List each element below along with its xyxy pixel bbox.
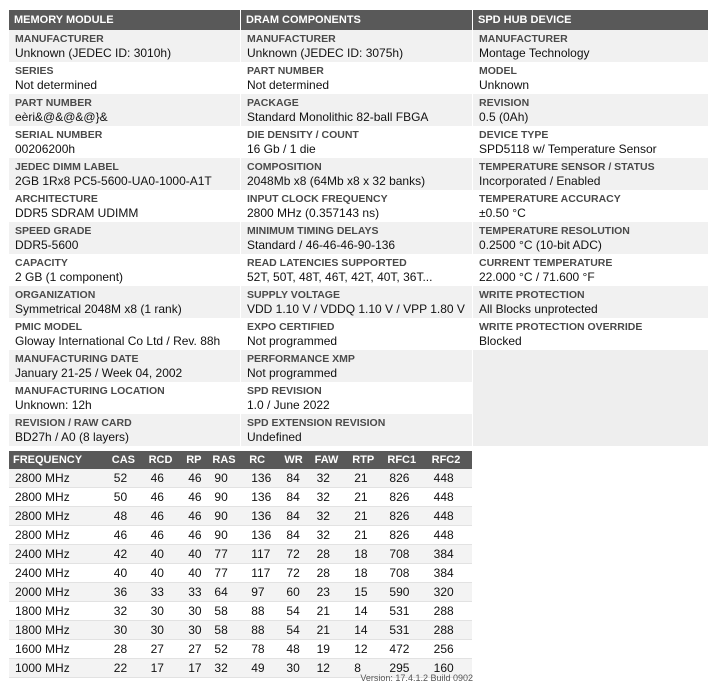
field-value: Not determined — [15, 78, 98, 92]
table-cell: 88 — [245, 621, 280, 640]
table-cell: 136 — [245, 526, 280, 545]
field-label: MANUFACTURING DATE — [15, 353, 139, 365]
table-cell: 32 — [311, 526, 349, 545]
field-value: 0.5 (0Ah) — [479, 110, 529, 124]
table-cell: 33 — [182, 583, 208, 602]
table-cell: 21 — [311, 602, 349, 621]
field-value: Montage Technology — [479, 46, 590, 60]
field-value: DDR5-5600 — [15, 238, 79, 252]
table-cell: 50 — [108, 488, 145, 507]
field-label: PART NUMBER — [247, 65, 324, 77]
table-cell: 30 — [145, 621, 183, 640]
timing-column-header: RP — [182, 451, 208, 469]
field-label: PMIC MODEL — [15, 321, 83, 333]
info-field — [241, 190, 472, 222]
field-value: 2 GB (1 component) — [15, 270, 124, 284]
timing-column-header: RCD — [145, 451, 183, 469]
table-cell: 46 — [145, 507, 183, 526]
field-value: 0.2500 °C (10-bit ADC) — [479, 238, 602, 252]
table-cell: 12 — [348, 640, 383, 659]
table-cell: 708 — [383, 564, 427, 583]
table-cell: 384 — [428, 545, 472, 564]
field-label: DIE DENSITY / COUNT — [247, 129, 359, 141]
table-cell: 33 — [145, 583, 183, 602]
table-cell: 52 — [108, 469, 145, 488]
spd-hub-device-column — [473, 10, 708, 446]
field-value: Not programmed — [247, 334, 338, 348]
table-cell: 448 — [428, 488, 472, 507]
table-cell: 84 — [280, 507, 310, 526]
table-cell: 2800 MHz — [9, 507, 108, 526]
table-cell: 42 — [108, 545, 145, 564]
table-cell: 48 — [108, 507, 145, 526]
info-field — [9, 94, 240, 126]
info-field — [9, 126, 240, 158]
field-label: PART NUMBER — [15, 97, 92, 109]
table-cell: 21 — [348, 526, 383, 545]
info-field — [241, 30, 472, 62]
table-row — [9, 564, 472, 583]
field-label: CURRENT TEMPERATURE — [479, 257, 613, 269]
table-cell: 2000 MHz — [9, 583, 108, 602]
field-value: eèri&@&@&@}& — [15, 110, 108, 124]
timing-column-header: RFC1 — [383, 451, 427, 469]
table-cell: 27 — [145, 640, 183, 659]
field-label: ORGANIZATION — [15, 289, 96, 301]
field-value: DDR5 SDRAM UDIMM — [15, 206, 139, 220]
table-cell: 23 — [311, 583, 349, 602]
table-cell: 1800 MHz — [9, 621, 108, 640]
field-value: 1.0 / June 2022 — [247, 398, 330, 412]
memory-module-column — [9, 10, 240, 446]
table-cell: 64 — [208, 583, 245, 602]
table-cell: 2400 MHz — [9, 564, 108, 583]
info-field — [473, 190, 708, 222]
table-cell: 30 — [108, 621, 145, 640]
table-cell: 288 — [428, 621, 472, 640]
table-cell: 295 — [383, 659, 427, 678]
table-cell: 256 — [428, 640, 472, 659]
table-cell: 17 — [182, 659, 208, 678]
field-label: MANUFACTURER — [247, 33, 336, 45]
table-cell: 826 — [383, 526, 427, 545]
table-cell: 40 — [145, 545, 183, 564]
info-field — [473, 318, 708, 350]
table-row — [9, 621, 472, 640]
field-value: Incorporated / Enabled — [479, 174, 601, 188]
dram-components-column — [241, 10, 472, 446]
table-cell: 17 — [145, 659, 183, 678]
table-cell: 708 — [383, 545, 427, 564]
field-label: READ LATENCIES SUPPORTED — [247, 257, 407, 269]
table-cell: 1000 MHz — [9, 659, 108, 678]
timing-column-header: RC — [245, 451, 280, 469]
table-cell: 32 — [311, 507, 349, 526]
info-field — [241, 254, 472, 286]
table-cell: 2800 MHz — [9, 469, 108, 488]
field-label: REVISION / RAW CARD — [15, 417, 132, 429]
field-label: CAPACITY — [15, 257, 68, 269]
field-value: Not programmed — [247, 366, 338, 380]
table-cell: 14 — [348, 602, 383, 621]
table-cell: 28 — [311, 564, 349, 583]
table-cell: 97 — [245, 583, 280, 602]
table-cell: 590 — [383, 583, 427, 602]
field-value: Gloway International Co Ltd / Rev. 88h — [15, 334, 221, 348]
field-value: Unknown: 12h — [15, 398, 92, 412]
table-cell: 21 — [348, 507, 383, 526]
table-cell: 30 — [145, 602, 183, 621]
table-cell: 88 — [245, 602, 280, 621]
table-cell: 84 — [280, 488, 310, 507]
field-label: WRITE PROTECTION OVERRIDE — [479, 321, 643, 333]
table-cell: 826 — [383, 488, 427, 507]
table-cell: 136 — [245, 488, 280, 507]
field-value: 2GB 1Rx8 PC5-5600-UA0-1000-A1T — [15, 174, 212, 188]
info-field — [9, 318, 240, 350]
table-cell: 58 — [208, 621, 245, 640]
info-field — [241, 126, 472, 158]
table-cell: 40 — [182, 545, 208, 564]
field-label: SPEED GRADE — [15, 225, 92, 237]
info-field — [473, 254, 708, 286]
field-label: TEMPERATURE RESOLUTION — [479, 225, 630, 237]
info-field — [9, 286, 240, 318]
table-cell: 1800 MHz — [9, 602, 108, 621]
field-value: 22.000 °C / 71.600 °F — [479, 270, 595, 284]
table-cell: 46 — [108, 526, 145, 545]
table-cell: 78 — [245, 640, 280, 659]
timing-column-header: RFC2 — [428, 451, 472, 469]
info-field — [473, 158, 708, 190]
field-value: 00206200h — [15, 142, 76, 156]
info-field — [241, 158, 472, 190]
field-label: SPD EXTENSION REVISION — [247, 417, 386, 429]
table-cell: 117 — [245, 564, 280, 583]
table-row — [9, 469, 472, 488]
field-value: Standard Monolithic 82-ball FBGA — [247, 110, 429, 124]
field-label: SERIES — [15, 65, 54, 77]
table-cell: 40 — [108, 564, 145, 583]
field-value: ±0.50 °C — [479, 206, 526, 220]
table-cell: 90 — [208, 488, 245, 507]
empty-field — [473, 414, 708, 446]
table-cell: 46 — [145, 469, 183, 488]
table-cell: 90 — [208, 526, 245, 545]
table-cell: 46 — [182, 488, 208, 507]
info-field — [473, 222, 708, 254]
table-cell: 8 — [348, 659, 383, 678]
field-label: MODEL — [479, 65, 517, 77]
field-value: 16 Gb / 1 die — [247, 142, 316, 156]
info-field — [241, 94, 472, 126]
table-cell: 531 — [383, 621, 427, 640]
table-cell: 448 — [428, 507, 472, 526]
field-value: Undefined — [247, 430, 302, 444]
table-cell: 46 — [182, 507, 208, 526]
field-label: PERFORMANCE XMP — [247, 353, 355, 365]
table-cell: 384 — [428, 564, 472, 583]
field-value: January 21-25 / Week 04, 2002 — [15, 366, 183, 380]
table-cell: 40 — [182, 564, 208, 583]
info-field — [9, 62, 240, 94]
table-cell: 49 — [245, 659, 280, 678]
table-cell: 77 — [208, 564, 245, 583]
field-value: SPD5118 w/ Temperature Sensor — [479, 142, 657, 156]
table-cell: 21 — [311, 621, 349, 640]
table-cell: 18 — [348, 545, 383, 564]
table-cell: 60 — [280, 583, 310, 602]
table-cell: 46 — [145, 526, 183, 545]
table-cell: 46 — [182, 469, 208, 488]
table-cell: 21 — [348, 488, 383, 507]
info-field — [9, 254, 240, 286]
timing-column-header: FAW — [311, 451, 349, 469]
info-field — [9, 222, 240, 254]
table-cell: 288 — [428, 602, 472, 621]
table-cell: 46 — [145, 488, 183, 507]
table-cell: 826 — [383, 469, 427, 488]
field-value: Symmetrical 2048M x8 (1 rank) — [15, 302, 182, 316]
field-value: BD27h / A0 (8 layers) — [15, 430, 130, 444]
field-label: MANUFACTURING LOCATION — [15, 385, 165, 397]
field-label: TEMPERATURE SENSOR / STATUS — [479, 161, 655, 173]
field-value: Unknown (JEDEC ID: 3075h) — [247, 46, 404, 60]
timing-body — [9, 469, 472, 678]
table-cell: 54 — [280, 621, 310, 640]
table-row — [9, 602, 472, 621]
info-field — [9, 382, 240, 414]
timing-table — [9, 451, 472, 678]
field-value: VDD 1.10 V / VDDQ 1.10 V / VPP 1.80 V — [247, 302, 465, 316]
empty-field — [473, 350, 708, 382]
field-label: SUPPLY VOLTAGE — [247, 289, 340, 301]
field-label: MINIMUM TIMING DELAYS — [247, 225, 379, 237]
info-field — [473, 62, 708, 94]
field-value: Blocked — [479, 334, 522, 348]
field-label: MANUFACTURER — [15, 33, 104, 45]
timing-column-header: WR — [280, 451, 310, 469]
table-cell: 472 — [383, 640, 427, 659]
version-label: Version: 17.4.1.2 Build 0902 — [360, 673, 473, 683]
table-cell: 2800 MHz — [9, 488, 108, 507]
table-cell: 40 — [145, 564, 183, 583]
field-label: WRITE PROTECTION — [479, 289, 585, 301]
table-cell: 12 — [311, 659, 349, 678]
info-field — [241, 286, 472, 318]
table-cell: 160 — [428, 659, 472, 678]
field-label: JEDEC DIMM LABEL — [15, 161, 119, 173]
field-label: TEMPERATURE ACCURACY — [479, 193, 621, 205]
table-row — [9, 507, 472, 526]
info-field — [241, 382, 472, 414]
table-cell: 54 — [280, 602, 310, 621]
table-cell: 448 — [428, 469, 472, 488]
table-cell: 1600 MHz — [9, 640, 108, 659]
field-label: EXPO CERTIFIED — [247, 321, 335, 333]
field-value: Unknown (JEDEC ID: 3010h) — [15, 46, 172, 60]
table-row — [9, 526, 472, 545]
table-cell: 448 — [428, 526, 472, 545]
table-row — [9, 545, 472, 564]
field-value: Unknown — [479, 78, 530, 92]
table-cell: 32 — [208, 659, 245, 678]
dram-components-header: DRAM COMPONENTS — [241, 10, 472, 30]
timing-column-header: CAS — [108, 451, 145, 469]
field-value: 52T, 50T, 48T, 46T, 42T, 40T, 36T... — [247, 270, 433, 284]
table-cell: 117 — [245, 545, 280, 564]
table-cell: 22 — [108, 659, 145, 678]
table-cell: 90 — [208, 507, 245, 526]
timing-column-header: FREQUENCY — [9, 451, 108, 469]
table-cell: 30 — [280, 659, 310, 678]
table-cell: 14 — [348, 621, 383, 640]
empty-field — [473, 382, 708, 414]
table-row — [9, 640, 472, 659]
table-cell: 18 — [348, 564, 383, 583]
table-cell: 28 — [311, 545, 349, 564]
info-field — [241, 222, 472, 254]
field-label: MANUFACTURER — [479, 33, 568, 45]
field-label: INPUT CLOCK FREQUENCY — [247, 193, 388, 205]
table-cell: 2400 MHz — [9, 545, 108, 564]
table-cell: 15 — [348, 583, 383, 602]
table-cell: 32 — [311, 488, 349, 507]
field-value: 2048Mb x8 (64Mb x8 x 32 banks) — [247, 174, 426, 188]
table-cell: 58 — [208, 602, 245, 621]
table-cell: 77 — [208, 545, 245, 564]
timing-column-header: RAS — [208, 451, 245, 469]
field-label: COMPOSITION — [247, 161, 322, 173]
table-cell: 2800 MHz — [9, 526, 108, 545]
info-field — [9, 158, 240, 190]
info-field — [473, 94, 708, 126]
table-row — [9, 583, 472, 602]
table-cell: 48 — [280, 640, 310, 659]
table-cell: 32 — [108, 602, 145, 621]
field-value: 2800 MHz (0.357143 ns) — [247, 206, 380, 220]
table-cell: 28 — [108, 640, 145, 659]
field-label: DEVICE TYPE — [479, 129, 549, 141]
info-field — [9, 190, 240, 222]
info-field — [241, 62, 472, 94]
table-cell: 320 — [428, 583, 472, 602]
field-value: Standard / 46-46-46-90-136 — [247, 238, 396, 252]
table-cell: 27 — [182, 640, 208, 659]
table-cell: 84 — [280, 469, 310, 488]
field-label: PACKAGE — [247, 97, 299, 109]
info-field — [473, 30, 708, 62]
timing-column-header: RTP — [348, 451, 383, 469]
table-cell: 72 — [280, 564, 310, 583]
info-field — [241, 318, 472, 350]
field-label: SERIAL NUMBER — [15, 129, 103, 141]
field-label: SPD REVISION — [247, 385, 322, 397]
info-field — [241, 414, 472, 446]
field-label: REVISION — [479, 97, 530, 109]
timing-header-row — [9, 451, 472, 469]
table-row — [9, 488, 472, 507]
table-cell: 30 — [182, 621, 208, 640]
table-cell: 531 — [383, 602, 427, 621]
info-field — [9, 30, 240, 62]
table-cell: 32 — [311, 469, 349, 488]
table-cell: 21 — [348, 469, 383, 488]
table-cell: 36 — [108, 583, 145, 602]
info-field — [9, 414, 240, 446]
table-cell: 136 — [245, 507, 280, 526]
table-cell: 52 — [208, 640, 245, 659]
field-value: Not determined — [247, 78, 330, 92]
info-field — [473, 286, 708, 318]
table-cell: 826 — [383, 507, 427, 526]
spd-hub-device-header: SPD HUB DEVICE — [473, 10, 708, 30]
field-label: ARCHITECTURE — [15, 193, 98, 205]
table-cell: 84 — [280, 526, 310, 545]
table-cell: 46 — [182, 526, 208, 545]
table-cell: 90 — [208, 469, 245, 488]
table-cell: 72 — [280, 545, 310, 564]
info-field — [241, 350, 472, 382]
info-field — [9, 350, 240, 382]
memory-module-header: MEMORY MODULE — [9, 10, 240, 30]
table-cell: 19 — [311, 640, 349, 659]
table-cell: 30 — [182, 602, 208, 621]
info-field — [473, 126, 708, 158]
table-cell: 136 — [245, 469, 280, 488]
field-value: All Blocks unprotected — [479, 302, 598, 316]
